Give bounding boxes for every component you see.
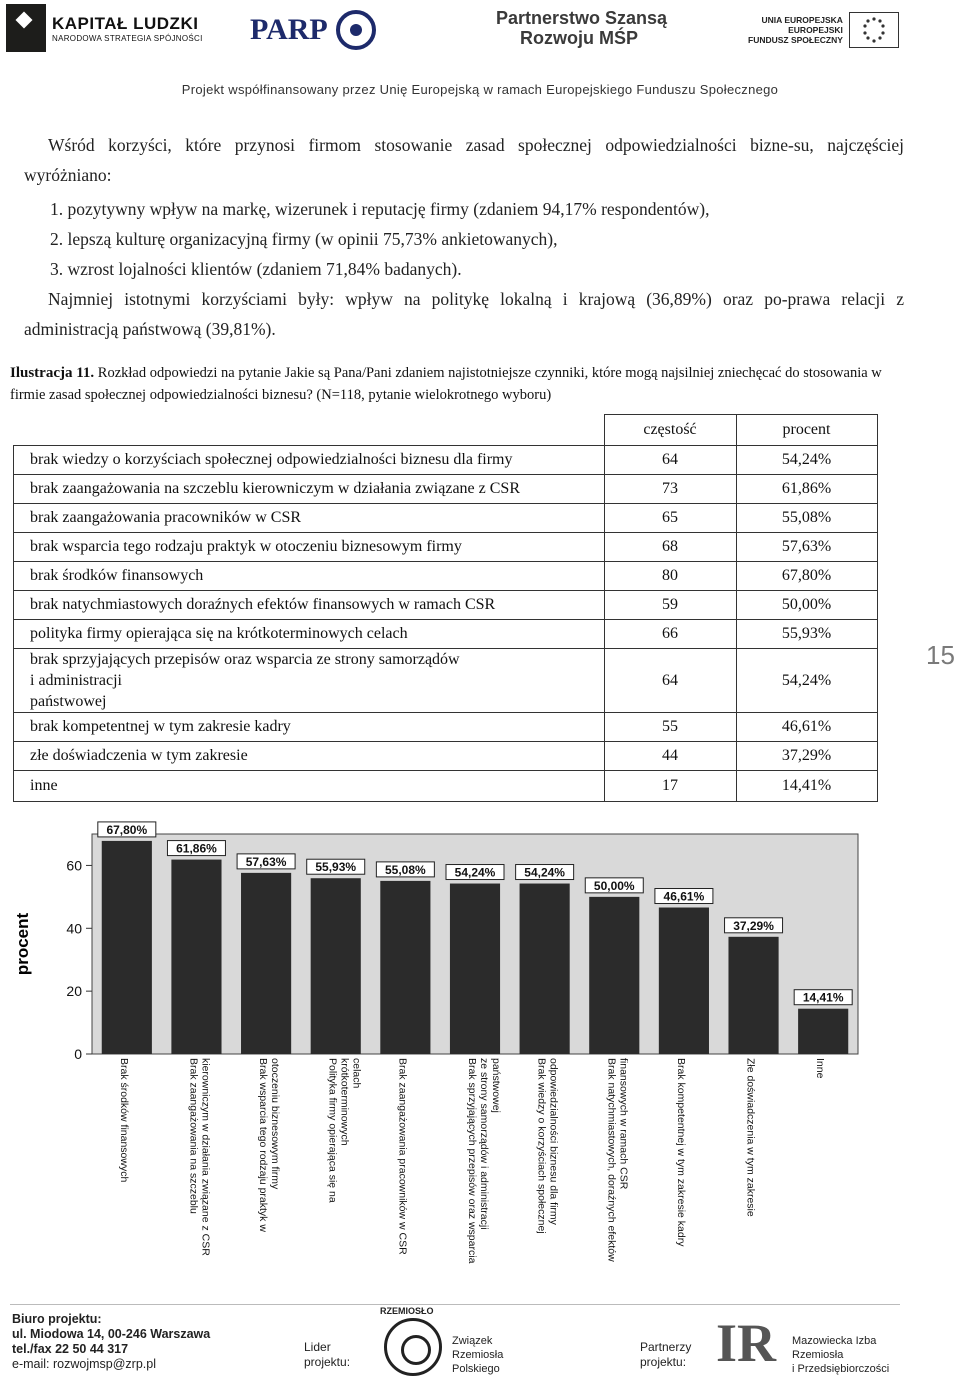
zrp-line3: Polskiego	[452, 1363, 500, 1375]
partnerstwo-line1: Partnerstwo Szansą	[496, 8, 668, 28]
bar-chart	[0, 820, 960, 1290]
row-frequency: 73	[604, 475, 736, 504]
row-label-line: brak sprzyjających przepisów oraz wsparcia ze strony samorządów	[30, 651, 460, 668]
row-frequency: 59	[604, 591, 736, 620]
x-category-label	[327, 1058, 363, 1203]
least-text: Najmniej istotnymi korzyściami były: wpływ na politykę lokalną i krajową (36,89%) oraz po-prawa relacji z administracją państwową (39,81%).	[24, 289, 904, 339]
col-header-frequency: częstość	[604, 415, 736, 446]
zrp-line2: Rzemiosła	[452, 1349, 504, 1361]
x-category-label-line: odpowiedzialności biznesu dla firmy	[547, 1058, 560, 1225]
x-category-label-line: Złe doświadczenia w tym zakresie	[744, 1058, 757, 1217]
eu-flag-icon	[849, 12, 899, 48]
rzemioslo-seal-icon	[384, 1318, 442, 1376]
x-category-label	[257, 1058, 281, 1232]
rzemioslo-seal-text: RZEMIOSŁO	[380, 1306, 434, 1316]
eu-line1: UNIA EUROPEJSKA	[761, 15, 843, 25]
x-category-label-line: państwowej	[490, 1058, 502, 1113]
row-label-line: państwowej	[30, 693, 107, 710]
bar	[659, 908, 709, 1054]
mir-line2: Rzemiosła	[792, 1349, 844, 1361]
office-title: Biuro projektu:	[12, 1312, 102, 1326]
partners-label	[640, 1340, 691, 1370]
row-percent: 61,86%	[736, 475, 877, 504]
caption-label: Ilustracja 11.	[10, 365, 95, 381]
col-header-percent: procent	[736, 415, 877, 446]
row-percent: 46,61%	[736, 713, 877, 742]
row-frequency: 64	[604, 649, 736, 713]
kapital-ludzki-icon	[6, 4, 46, 52]
row-percent: 55,08%	[736, 504, 877, 533]
y-axis	[66, 857, 92, 1062]
x-category-label	[605, 1058, 629, 1262]
x-category-label-line: celach	[350, 1058, 363, 1089]
row-frequency: 65	[604, 504, 736, 533]
table-row	[14, 591, 878, 620]
row-label: złe doświadczenia w tym zakresie	[14, 742, 605, 771]
data-label: 67,80%	[106, 822, 148, 837]
x-category-label-line: ze strony samorządów i administracji	[478, 1058, 490, 1230]
bar	[728, 937, 778, 1054]
eu-line3: FUNDUSZ SPOŁECZNY	[748, 35, 843, 45]
reasons-table	[13, 414, 878, 802]
x-category-label	[814, 1058, 826, 1079]
bar	[241, 873, 291, 1054]
x-category-label-line: Polityka firmy opierająca się na	[326, 1058, 339, 1203]
intro-text: Wśród korzyści, które przynosi firmom stosowanie zasad społecznej odpowiedzialności bizne-su, najczęściej wyróżniano:	[24, 135, 904, 185]
table-row	[14, 446, 878, 475]
least-paragraph	[24, 284, 904, 344]
x-category-label-line: Brak sprzyjających przepisów oraz wsparcia	[466, 1058, 478, 1264]
x-category-label-line: krótkoterminowych	[338, 1058, 351, 1146]
row-percent: 14,41%	[736, 771, 877, 802]
data-label: 50,00%	[593, 878, 635, 893]
row-percent: 55,93%	[736, 620, 877, 649]
row-label: brak kompetentnej w tym zakresie kadry	[14, 713, 605, 742]
data-label: 46,61%	[663, 889, 705, 904]
ir-logo-icon: IR	[716, 1313, 777, 1373]
leader-line2: projektu:	[304, 1355, 351, 1369]
table-row	[14, 713, 878, 742]
row-frequency: 55	[604, 713, 736, 742]
row-label: brak środków finansowych	[14, 562, 605, 591]
list-item: 3. wzrost lojalności klientów (zdaniem 71,84% badanych).	[50, 259, 462, 279]
table-row	[14, 504, 878, 533]
footer-divider	[10, 1304, 900, 1305]
table-row	[14, 771, 878, 802]
y-axis-label: procent	[13, 912, 32, 976]
x-category-label-line: finansowych w ramach CSR	[617, 1058, 630, 1190]
row-percent: 54,24%	[736, 649, 877, 713]
partners-line1: Partnerzy	[640, 1340, 692, 1354]
y-tick-label: 0	[74, 1046, 82, 1062]
y-tick-label: 20	[66, 983, 82, 1000]
data-label: 14,41%	[802, 990, 844, 1005]
row-label: brak zaangażowania na szczeblu kierowniczym w działania związane z CSR	[14, 475, 605, 504]
parp-title: PARP	[250, 13, 328, 46]
y-tick-label: 60	[66, 857, 82, 874]
table-row	[14, 533, 878, 562]
x-category-label-line: Brak środków finansowych	[117, 1058, 130, 1183]
bar	[450, 884, 500, 1054]
bar	[589, 897, 639, 1054]
x-category-label	[466, 1058, 502, 1264]
y-tick-label: 40	[66, 920, 82, 937]
bar	[311, 878, 361, 1054]
kapital-ludzki-logo	[6, 4, 203, 52]
row-percent: 37,29%	[736, 742, 877, 771]
row-label: brak zaangażowania pracowników w CSR	[14, 504, 605, 533]
x-category-label	[118, 1058, 130, 1182]
table-header-row	[14, 415, 878, 446]
office-email: e-mail: rozwojmsp@zrp.pl	[12, 1357, 156, 1371]
bar	[102, 841, 152, 1054]
x-category-label-line: Brak wiedzy o korzyściach społecznej	[535, 1058, 548, 1234]
table-row	[14, 742, 878, 771]
partnerstwo-logo	[496, 8, 667, 48]
bar	[380, 881, 430, 1054]
cofinance-line: Projekt współfinansowany przez Unię Europejską w ramach Europejskiego Funduszu Społecznego	[181, 82, 779, 97]
table-row	[14, 475, 878, 504]
x-category-label	[536, 1058, 560, 1234]
zrp-name	[452, 1334, 503, 1376]
row-label: inne	[14, 771, 605, 802]
x-category-label	[675, 1058, 687, 1247]
bar	[520, 884, 570, 1054]
x-category-label	[396, 1058, 408, 1255]
data-label: 57,63%	[245, 854, 287, 869]
row-frequency: 66	[604, 620, 736, 649]
row-label-line: i administracji	[30, 672, 122, 689]
row-percent: 50,00%	[736, 591, 877, 620]
office-address: ul. Miodowa 14, 00-246 Warszawa	[12, 1327, 211, 1341]
table-row	[14, 562, 878, 591]
table-row	[14, 620, 878, 649]
leader-line1: Lider	[304, 1340, 331, 1354]
eu-line2: EUROPEJSKI	[788, 25, 843, 35]
data-label: 55,93%	[315, 860, 357, 875]
row-frequency: 68	[604, 533, 736, 562]
row-label	[14, 649, 605, 713]
data-label: 55,08%	[385, 862, 426, 877]
kapital-ludzki-subtitle: NARODOWA STRATEGIA SPÓJNOŚCI	[52, 33, 203, 43]
row-frequency: 17	[604, 771, 736, 802]
x-category-label-line: Brak natychmiastowych, doraźnych efektów	[605, 1058, 618, 1262]
parp-circle-icon	[336, 10, 376, 50]
mir-name	[792, 1334, 889, 1376]
partners-line2: projektu:	[640, 1355, 687, 1369]
parp-logo	[250, 10, 376, 50]
x-labels-group	[118, 1058, 826, 1264]
office-phone: tel./fax 22 50 44 317	[12, 1342, 129, 1356]
bar	[798, 1009, 848, 1054]
kapital-ludzki-title: KAPITAŁ LUDZKI	[52, 13, 199, 33]
row-percent: 54,24%	[736, 446, 877, 475]
page-number: 15	[926, 640, 955, 670]
eu-logo	[748, 12, 899, 48]
bar	[171, 860, 221, 1054]
caption-note: (N=118, pytanie wielokrotnego wyboru)	[312, 387, 552, 403]
row-label: brak natychmiastowych doraźnych efektów finansowych w ramach CSR	[14, 591, 605, 620]
row-label: polityka firmy opierająca się na krótkoterminowych celach	[14, 620, 605, 649]
row-frequency: 80	[604, 562, 736, 591]
partnerstwo-line2: Rozwoju MŚP	[520, 28, 638, 48]
row-frequency: 64	[604, 446, 736, 475]
row-frequency: 44	[604, 742, 736, 771]
row-percent: 67,80%	[736, 562, 877, 591]
row-label: brak wiedzy o korzyściach społecznej odpowiedzialności biznesu dla firmy	[14, 446, 605, 475]
x-category-label-line: Brak zaangażowania na szczeblu	[187, 1058, 200, 1214]
x-category-label-line: Brak wsparcia tego rodzaju praktyk w	[257, 1058, 270, 1232]
figure-caption	[10, 362, 910, 406]
list-item: 1. pozytywny wpływ na markę, wizerunek i reputację firmy (zdaniem 94,17% respondentów),	[50, 199, 710, 219]
row-percent: 57,63%	[736, 533, 877, 562]
caption-text: Rozkład odpowiedzi na pytanie Jakie są Pana/Pani zdaniem najistotniejsze czynniki, które mogą najsilniej zniechęcać do stosowania w firmie zasad społecznej odpowiedzialności biznesu?	[10, 365, 882, 403]
x-category-label	[187, 1058, 211, 1256]
leader-label	[304, 1340, 350, 1370]
data-label: 54,24%	[454, 865, 496, 880]
intro-paragraph	[24, 130, 904, 190]
data-label: 61,86%	[176, 841, 217, 856]
data-label: 54,24%	[524, 865, 565, 880]
data-label: 37,29%	[733, 918, 774, 933]
benefits-list	[50, 194, 910, 284]
x-category-label-line: Brak zaangażowania pracowników w CSR	[396, 1058, 409, 1255]
x-category-label-line: otoczeniu biznesowym firmy	[269, 1058, 282, 1190]
x-category-label	[745, 1058, 757, 1217]
x-category-label-line: Inne	[814, 1058, 827, 1079]
x-category-label-line: kierowniczym w działania związane z CSR	[199, 1058, 212, 1256]
mir-line3: i Przedsiębiorczości	[792, 1363, 890, 1375]
zrp-line1: Związek	[452, 1335, 493, 1347]
row-label: brak wsparcia tego rodzaju praktyk w otoczeniu biznesowym firmy	[14, 533, 605, 562]
x-category-label-line: Brak kompetentnej w tym zakresie kadry	[674, 1058, 687, 1247]
mir-line1: Mazowiecka Izba	[792, 1335, 877, 1347]
table-row	[14, 649, 878, 713]
office-block	[12, 1312, 210, 1372]
list-item: 2. lepszą kulturę organizacyjną firmy (w opinii 75,73% ankietowanych),	[50, 229, 558, 249]
